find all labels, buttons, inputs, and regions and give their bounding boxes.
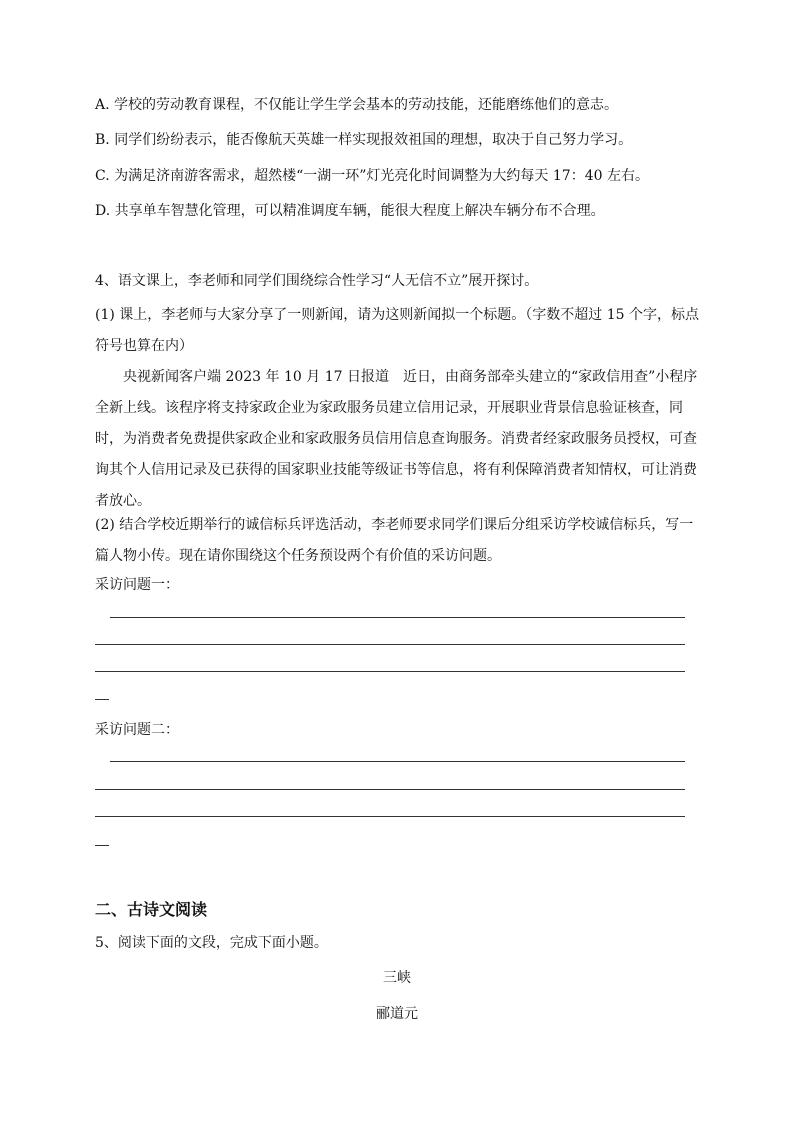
interview-question-1-label: 采访问题一： <box>95 577 179 593</box>
news-passage: 央视新闻客户端 2023 年 10 月 17 日报道 近日，由商务部牵头建立的“家政信用查”小程序全新上线。该程序将支持家政企业为家政服务员建立信用记录，开展职业背景信息验证核查，同时，为消费者免费提供家政企业和家政服务员信用信息查询服务。消费者经家政服务员授权，可查询其个人信用记录及已获得的国家职业技能等级证书等信息，将有利保障消费者知情权，可让消费者放心。 <box>95 369 698 509</box>
answer-line[interactable] <box>95 816 685 817</box>
answer-line-end[interactable] <box>95 845 109 846</box>
passage-author: 郦道元 <box>376 1006 418 1022</box>
section-heading: 二、古诗文阅读 <box>95 900 208 919</box>
question-5-intro: 5、阅读下面的文段，完成下面小题。 <box>95 935 328 951</box>
option-b: B. 同学们纷纷表示，能否像航天英雄一样实现报效祖国的理想，取决于自己努力学习。 <box>95 132 633 148</box>
option-c: C. 为满足济南游客需求，超然楼“一湖一环”灯光亮化时间调整为大约每天 17：40 左右。 <box>95 168 649 184</box>
answer-line[interactable] <box>95 789 685 790</box>
question-4-part-1: (1) 课上，李老师与大家分享了一则新闻，请为这则新闻拟一个标题。（字数不超过 15 个字，标点符号也算在内） <box>95 307 699 354</box>
answer-line[interactable] <box>110 617 685 618</box>
question-4-intro: 4、语文课上，李老师和同学们围绕综合性学习“人无信不立”展开探讨。 <box>95 273 539 289</box>
answer-line-end[interactable] <box>95 699 109 700</box>
passage-title: 三峡 <box>383 970 411 986</box>
question-4-part-2: (2) 结合学校近期举行的诚信标兵评选活动，李老师要求同学们课后分组采访学校诚信标兵，写一篇人物小传。现在请你围绕这个任务预设两个有价值的采访问题。 <box>95 517 694 564</box>
answer-line[interactable] <box>95 644 685 645</box>
option-d: D. 共享单车智慧化管理，可以精准调度车辆，能很大程度上解决车辆分布不合理。 <box>95 203 605 219</box>
option-a: A. 学校的劳动教育课程，不仅能让学生学会基本的劳动技能，还能磨练他们的意志。 <box>95 97 619 113</box>
interview-question-2-label: 采访问题二： <box>95 722 179 738</box>
answer-line[interactable] <box>110 761 685 762</box>
answer-line[interactable] <box>95 671 685 672</box>
